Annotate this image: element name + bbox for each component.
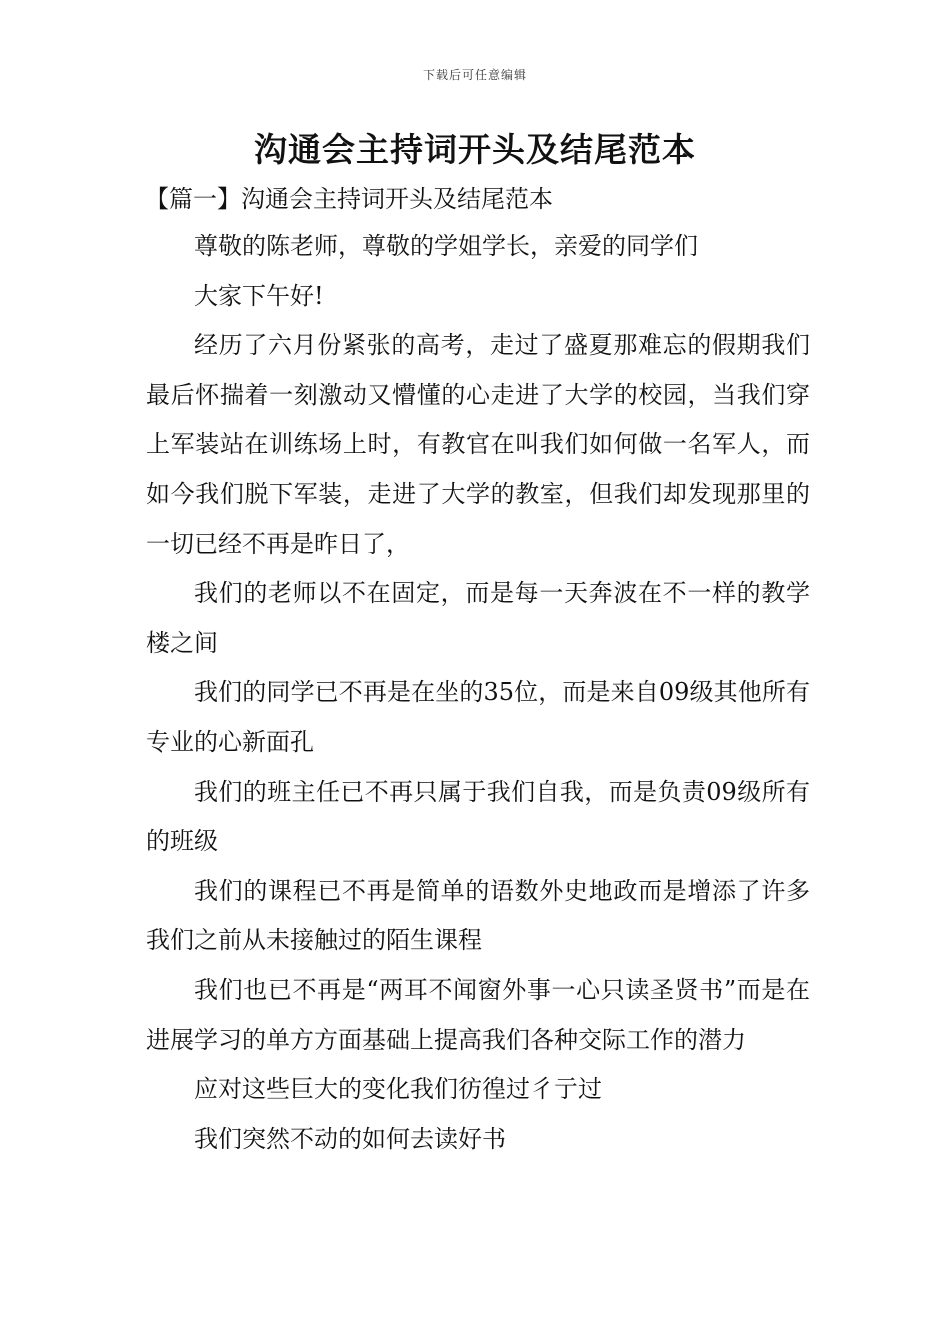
- paragraph-study: 我们也已不再是“两耳不闻窗外事一心只读圣贤书”而是在进展学习的单方方面基础上提高我们各种交际工作的潜力: [146, 975, 810, 1054]
- document-title: 沟通会主持词开头及结尾范本: [254, 130, 696, 169]
- paragraph-intro: 经历了六月份紧张的高考，走过了盛夏那难忘的假期我们最后怀揣着一刻激动又懵懂的心走进了大学的校园，当我们穿上军装站在训练场上时，有教官在叫我们如何做一名军人，而如今我们脱下军装，走进了大学的教室，但我们却发现那里的一切已经不再是昨日了，: [146, 331, 810, 558]
- paragraph-reading: 我们突然不动的如何去读好书: [194, 1124, 506, 1153]
- document-body: [146, 176, 810, 1164]
- section-heading: 【篇一】沟通会主持词开头及结尾范本: [145, 185, 553, 213]
- paragraph-head-teacher: 我们的班主任已不再只属于我们自我，而是负责09级所有的班级: [146, 777, 810, 856]
- paragraph-salutation: 大家下午好!: [194, 281, 324, 310]
- paragraph-courses: 我们的课程已不再是简单的语数外史地政而是增添了许多我们之前从未接触过的陌生课程: [146, 876, 810, 955]
- paragraph-changes: 应对这些巨大的变化我们彷徨过彳亍过: [194, 1075, 602, 1104]
- paragraph-classmates: 我们的同学已不再是在坐的35位，而是来自09级其他所有专业的心新面孔: [146, 678, 810, 756]
- paragraph-greeting: 尊敬的陈老师，尊敬的学姐学长，亲爱的同学们: [194, 232, 698, 260]
- paragraph-teachers: 我们的老师以不在固定，而是每一天奔波在不一样的教学楼之间: [146, 579, 810, 657]
- header-note: 下载后可任意编辑: [422, 68, 527, 82]
